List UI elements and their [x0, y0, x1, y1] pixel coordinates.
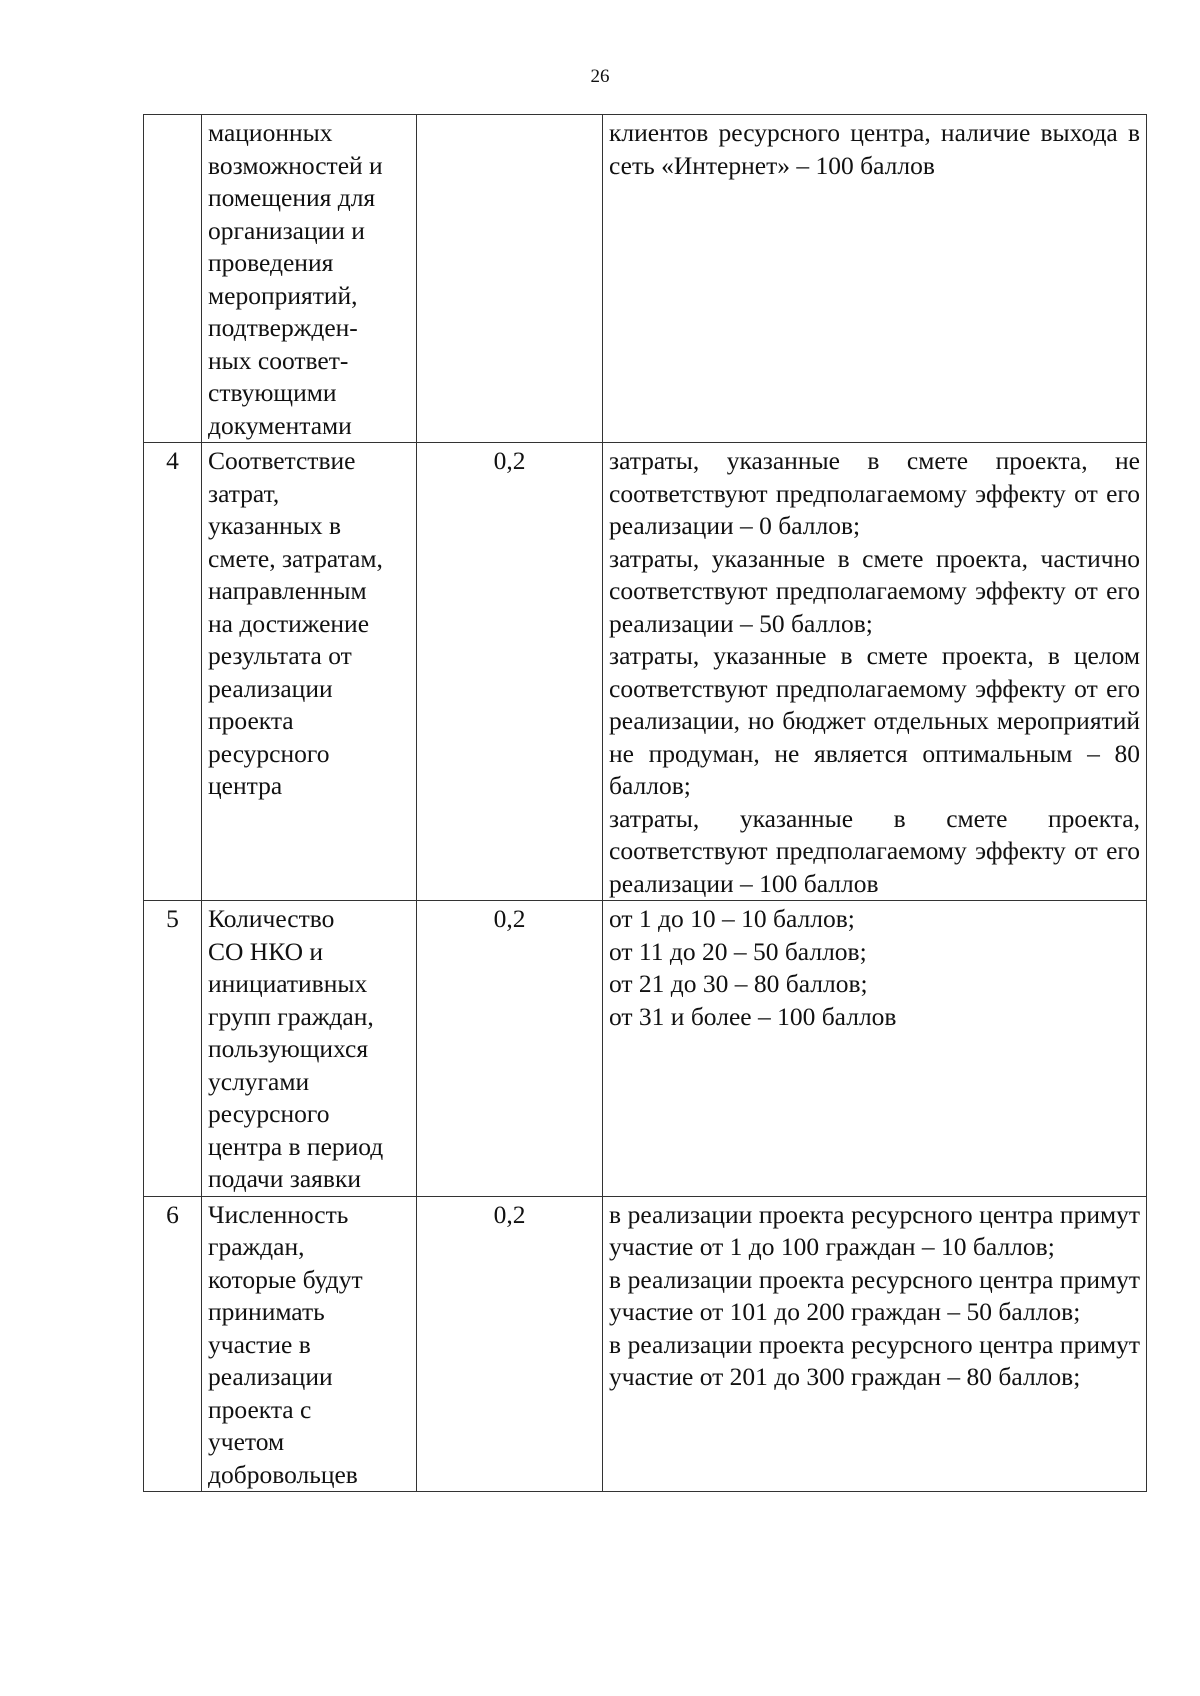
- criterion-name-line: групп граждан,: [208, 1001, 374, 1031]
- criterion-name-line: реализации: [208, 1362, 333, 1391]
- scale-item: затраты, указанные в смете проекта, не соответствуют предполагаемому эффекту от его реализации – 0 баллов;: [609, 446, 1140, 540]
- row-number: 6: [144, 1196, 202, 1492]
- criterion-name-line: принимать: [208, 1297, 325, 1326]
- criterion-name-line: ресурсного: [208, 738, 330, 768]
- criterion-name-line: центра в период: [208, 1131, 384, 1161]
- row-number: [144, 115, 202, 443]
- row-number: 4: [144, 443, 202, 901]
- row-number: 5: [144, 901, 202, 1197]
- criterion-name-line: реализации: [208, 673, 333, 703]
- table-row: [144, 115, 1147, 443]
- criterion-scale: [603, 901, 1147, 1197]
- scale-item: в реализации проекта ресурсного центра примут участие от 1 до 100 граждан – 10 баллов;: [609, 1199, 1140, 1261]
- criterion-name-line: смете, затратам,: [208, 543, 383, 573]
- criterion-name-line: затрат,: [208, 478, 280, 508]
- criterion-name-line: Соответствие: [208, 446, 356, 475]
- criterion-name-line: центра: [208, 771, 283, 800]
- criterion-name-line: подачи заявки: [208, 1164, 361, 1193]
- criterion-name-line: проекта: [208, 706, 294, 735]
- criterion-name-line: ствующими: [208, 378, 337, 407]
- criterion-weight: 0,2: [417, 901, 603, 1197]
- criterion-name-line: подтвержден-: [208, 313, 358, 342]
- scale-item: клиентов ресурсного центра, наличие выхода в сеть «Интернет» – 100 баллов: [609, 118, 1140, 180]
- criterion-name-line: участие в: [208, 1329, 311, 1359]
- criterion-name-line: инициативных: [208, 969, 368, 998]
- scale-item: от 31 и более – 100 баллов: [609, 1001, 897, 1031]
- scale-item: от 21 до 30 – 80 баллов;: [609, 969, 868, 998]
- criterion-name-line: документами: [208, 410, 352, 440]
- criterion-name-line: учетом: [208, 1427, 285, 1456]
- criterion-name-line: ресурсного: [208, 1099, 330, 1128]
- criterion-scale: [603, 115, 1147, 443]
- table-row: [144, 901, 1147, 1197]
- criterion-name-line: ных соответ-: [208, 345, 349, 375]
- criterion-name-line: Численность: [208, 1199, 349, 1229]
- criterion-name-line: которые будут: [208, 1264, 363, 1294]
- criterion-name-line: указанных в: [208, 511, 342, 540]
- scale-item: в реализации проекта ресурсного центра примут участие от 201 до 300 граждан – 80 баллов;: [609, 1329, 1140, 1391]
- criterion-name-line: услугами: [208, 1066, 310, 1096]
- scale-item: от 11 до 20 – 50 баллов;: [609, 936, 867, 966]
- criterion-name-line: возможностей и: [208, 150, 383, 180]
- criterion-name-line: проекта с: [208, 1394, 312, 1424]
- criterion-name-line: добровольцев: [208, 1459, 358, 1489]
- criterion-name-line: СО НКО и: [208, 936, 324, 966]
- criteria-table: [143, 114, 1147, 1492]
- criterion-name-line: помещения для: [208, 183, 376, 212]
- criterion-name: [202, 443, 417, 901]
- criterion-name-line: результата от: [208, 641, 352, 670]
- criterion-weight: [417, 115, 603, 443]
- criterion-name-line: организации и: [208, 215, 365, 245]
- criterion-name-line: пользующихся: [208, 1034, 369, 1063]
- criterion-name-line: граждан,: [208, 1232, 305, 1261]
- criterion-scale: [603, 443, 1147, 901]
- table-row: [144, 1196, 1147, 1492]
- criterion-name: [202, 115, 417, 443]
- scale-item: затраты, указанные в смете проекта, соответствуют предполагаемому эффекту от его реализации – 100 баллов: [609, 803, 1140, 898]
- page-number: 26: [590, 66, 610, 87]
- table-row: [144, 443, 1147, 901]
- criterion-name-line: направленным: [208, 576, 367, 605]
- criterion-scale: [603, 1196, 1147, 1492]
- criterion-name-line: проведения: [208, 248, 334, 277]
- criterion-name: [202, 901, 417, 1197]
- scale-item: затраты, указанные в смете проекта, частично соответствуют предполагаемому эффекту от его реализации – 50 баллов;: [609, 543, 1140, 638]
- criterion-name-line: на достижение: [208, 608, 370, 638]
- criterion-weight: 0,2: [417, 1196, 603, 1492]
- criterion-name-line: Количество: [208, 904, 335, 933]
- criterion-name-line: мероприятий,: [208, 280, 358, 310]
- scale-item: затраты, указанные в смете проекта, в целом соответствуют предполагаемому эффекту от его реализации, но бюджет отдельных мероприятий не продуман, не является оптимальным – 80 баллов;: [609, 641, 1140, 800]
- scale-item: от 1 до 10 – 10 баллов;: [609, 904, 855, 933]
- criterion-name: [202, 1196, 417, 1492]
- criterion-weight: 0,2: [417, 443, 603, 901]
- scale-item: в реализации проекта ресурсного центра примут участие от 101 до 200 граждан – 50 баллов;: [609, 1264, 1140, 1326]
- criterion-name-line: мационных: [208, 118, 333, 147]
